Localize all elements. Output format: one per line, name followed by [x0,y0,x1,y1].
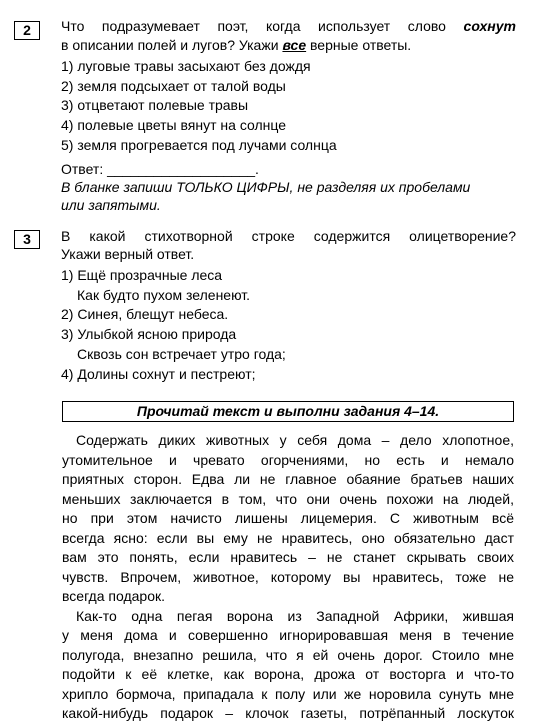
question-number-3: 3 [14,230,40,249]
section-banner: Прочитай текст и выполни задания 4–14. [62,401,514,422]
question-2-prompt-start: в описании полей и лугов? Укажи [61,37,283,53]
question-2-prompt-text: Что подразумевает поэт, когда использует слово [61,18,464,34]
text-line: какой-нибудь подарок – клочок газеты, потрёпанный лоскуток [62,705,514,721]
question-3-option-2: 2) Синея, блещут небеса. [61,306,229,322]
text-line: всегда ясно: если вы ему не нравитесь, оно обязательно даст [62,530,514,546]
question-3-option-1-continuation: Как будто пухом зеленеют. [77,287,251,303]
text-line: но при этом начисто лишены лицемерия. С животным всё [62,510,514,526]
text-line: вам это понять, если нравитесь – не станет скрывать своих [62,549,514,565]
question-3-option-3: 3) Улыбкой ясною природа [61,326,237,342]
question-number-2: 2 [14,21,40,40]
text-line: полугода, внезапно решила, что я ей очень дорог. Стоило мне [62,647,514,663]
text-line: хрипло бормоча, припадала к полу или же норовила сунуть мне [62,686,514,702]
text-line: меньших заключается в том, что они очень похожи на людей, [62,491,514,507]
question-2-instruction-line2: или запятыми. [61,197,161,213]
text-line: подойти к её клетке, как ворона, дрожа от восторга и что-то [62,666,514,682]
text-line: Содержать диких животных у себя дома – дело хлопотное, [76,432,514,448]
question-3-option-3-continuation: Сквозь сон встречает утро года; [77,346,286,362]
text-line: Как-то одна пегая ворона из Западной Африки, жившая [76,608,514,624]
question-2-all-emphasis: все [282,37,307,53]
question-2-instruction-line1: В бланке запиши ТОЛЬКО ЦИФРЫ, не разделяя их пробелами [61,179,471,195]
text-line: чувств. Впрочем, животное, которому вы нравитесь, тоже не [62,569,514,585]
text-line: у меня дома и совершенно игнорировавшая меня в течение [62,627,514,643]
question-2-option-4: 4) полевые цветы вянут на солнце [61,117,286,133]
question-3-option-1: 1) Ещё прозрачные леса [61,267,223,283]
question-2-option-5: 5) земля прогревается под лучами солнца [61,137,337,153]
question-2-prompt-line1 [61,16,516,36]
question-2-key-word: сохнут [463,18,516,34]
question-2-option-3: 3) отцветают полевые травы [61,97,249,113]
question-2-answer-field[interactable]: Ответ: ___________________. [61,161,259,177]
question-3-prompt-line1: В какой стихотворной строке содержится олицетворение? [61,228,516,244]
question-3-prompt-line2: Укажи верный ответ. [61,246,195,262]
question-2-option-2: 2) земля подсыхает от талой воды [61,78,286,94]
text-line: утомительное и чревато огорчениями, но есть и немало [62,452,514,468]
question-2-prompt-end: верные ответы. [306,37,412,53]
question-3-option-4: 4) Долины сохнут и пестреют; [61,366,256,382]
question-2-prompt-line2 [61,35,411,55]
question-2-option-1: 1) луговые травы засыхают без дождя [61,58,311,74]
text-line: всегда подарок. [62,588,165,604]
text-line: приятных сторон. Едва ли не главное обаяние братьев наших [62,471,514,487]
